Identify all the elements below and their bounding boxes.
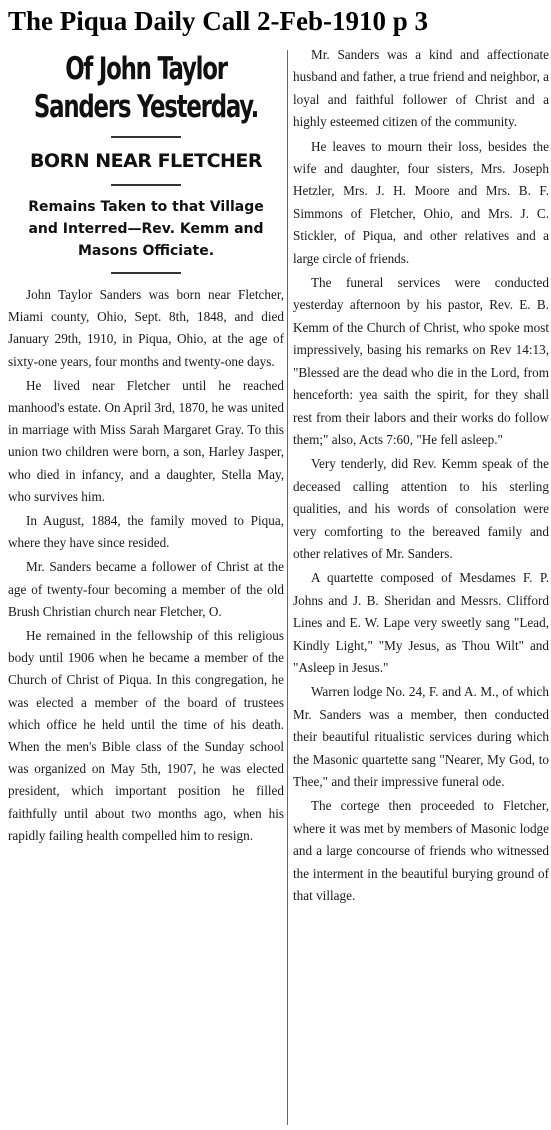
article-subhead: BORN NEAR FLETCHER (29, 150, 263, 172)
left-paragraph: John Taylor Sanders was born near Fletcher, Miami county, Ohio, Sept. 8th, 1848, and died January 29th, 1910, in Piqua, Ohio, at the age of sixty-one years, four months and twenty-one days. (8, 287, 284, 369)
left-paragraph: In August, 1884, the family moved to Piqua, where they have since resided. (8, 513, 284, 551)
right-paragraph: Mr. Sanders was a kind and affectionate husband and father, a true friend and neighbor, a loyal and faithful follower of Christ and a highly esteemed citizen of the community. (293, 47, 549, 130)
column-divider (287, 50, 288, 1125)
right-column (293, 44, 549, 909)
right-paragraph: The cortege then proceeded to Fletcher, where it was met by members of Masonic lodge and a large concourse of friends who witnessed the interment in the beautiful burying ground of that village. (293, 798, 549, 904)
headline-separator (111, 136, 181, 138)
article-deck: Remains Taken to that Village and Interred—Rev. Kemm and Masons Officiate. (28, 199, 264, 259)
right-paragraph: A quartette composed of Mesdames F. P. Johns and J. B. Sheridan and Messrs. Clifford Lines and E. W. Lape very sweetly sang "Lead, Kindly Light," "My Jesus, as Thou Wilt" and "Asleep in Jesus." (293, 570, 549, 675)
subhead-separator (111, 184, 181, 186)
right-paragraph: The funeral services were conducted yesterday afternoon by his pastor, Rev. E. B. Kemm of the Church of Christ, who spoke most impressively, basing his remarks on Rev 14:13, "Blessed are the dead who die in the Lord, from henceforth: yea saith the spirit, for they shall rest from their labors and their works do follow them;" also, Acts 7:60, "He fell asleep." (293, 275, 549, 447)
right-paragraph: Very tenderly, did Rev. Kemm speak of the deceased calling attention to his sterling qualities, and his words of consolation were very comforting to the bereaved family and other relatives of Mr. Sanders. (293, 456, 549, 561)
article-headline: Of John Taylor Sanders Yesterday. (33, 51, 259, 125)
left-paragraph: He lived near Fletcher until he reached manhood's estate. On April 3rd, 1870, he was united in marriage with Miss Sarah Margaret Gray. To this union two children were born, a son, Harley Jasper, who died in infancy, and a daughter, Stella May, who survives him. (8, 377, 284, 504)
right-paragraph: Warren lodge No. 24, F. and A. M., of which Mr. Sanders was a member, then conducted their beautiful ritualistic services during which the Masonic quartette sang "Nearer, My God, to Thee," and their impressive funeral ode. (293, 684, 549, 789)
right-paragraph: He leaves to mourn their loss, besides the wife and daughter, four sisters, Mrs. Joseph Hetzler, Mrs. J. H. Moore and Mrs. B. F. Simmons of Fletcher, Ohio, and Mrs. J. C. Stickler, of Piqua, and other relatives and a large circle of friends. (293, 138, 549, 266)
left-paragraph: He remained in the fellowship of this religious body until 1906 when he became a member of the Church of Christ of Piqua. In this congregation, he was elected a member of the board of trustees which office he held until the time of his death. When the men's Bible class of the Sunday school was organized on May 5th, 1907, he was elected president, which important position he filled faithfully until about two months ago, when his rapidly failing health compelled him to resign. (8, 628, 284, 843)
left-paragraph: Mr. Sanders became a follower of Christ at the age of twenty-four becoming a member of the old Brush Christian church near Fletcher, O. (8, 559, 284, 619)
left-column (8, 44, 284, 849)
deck-separator (111, 272, 181, 274)
page-header-title: The Piqua Daily Call 2-Feb-1910 p 3 (8, 6, 429, 36)
